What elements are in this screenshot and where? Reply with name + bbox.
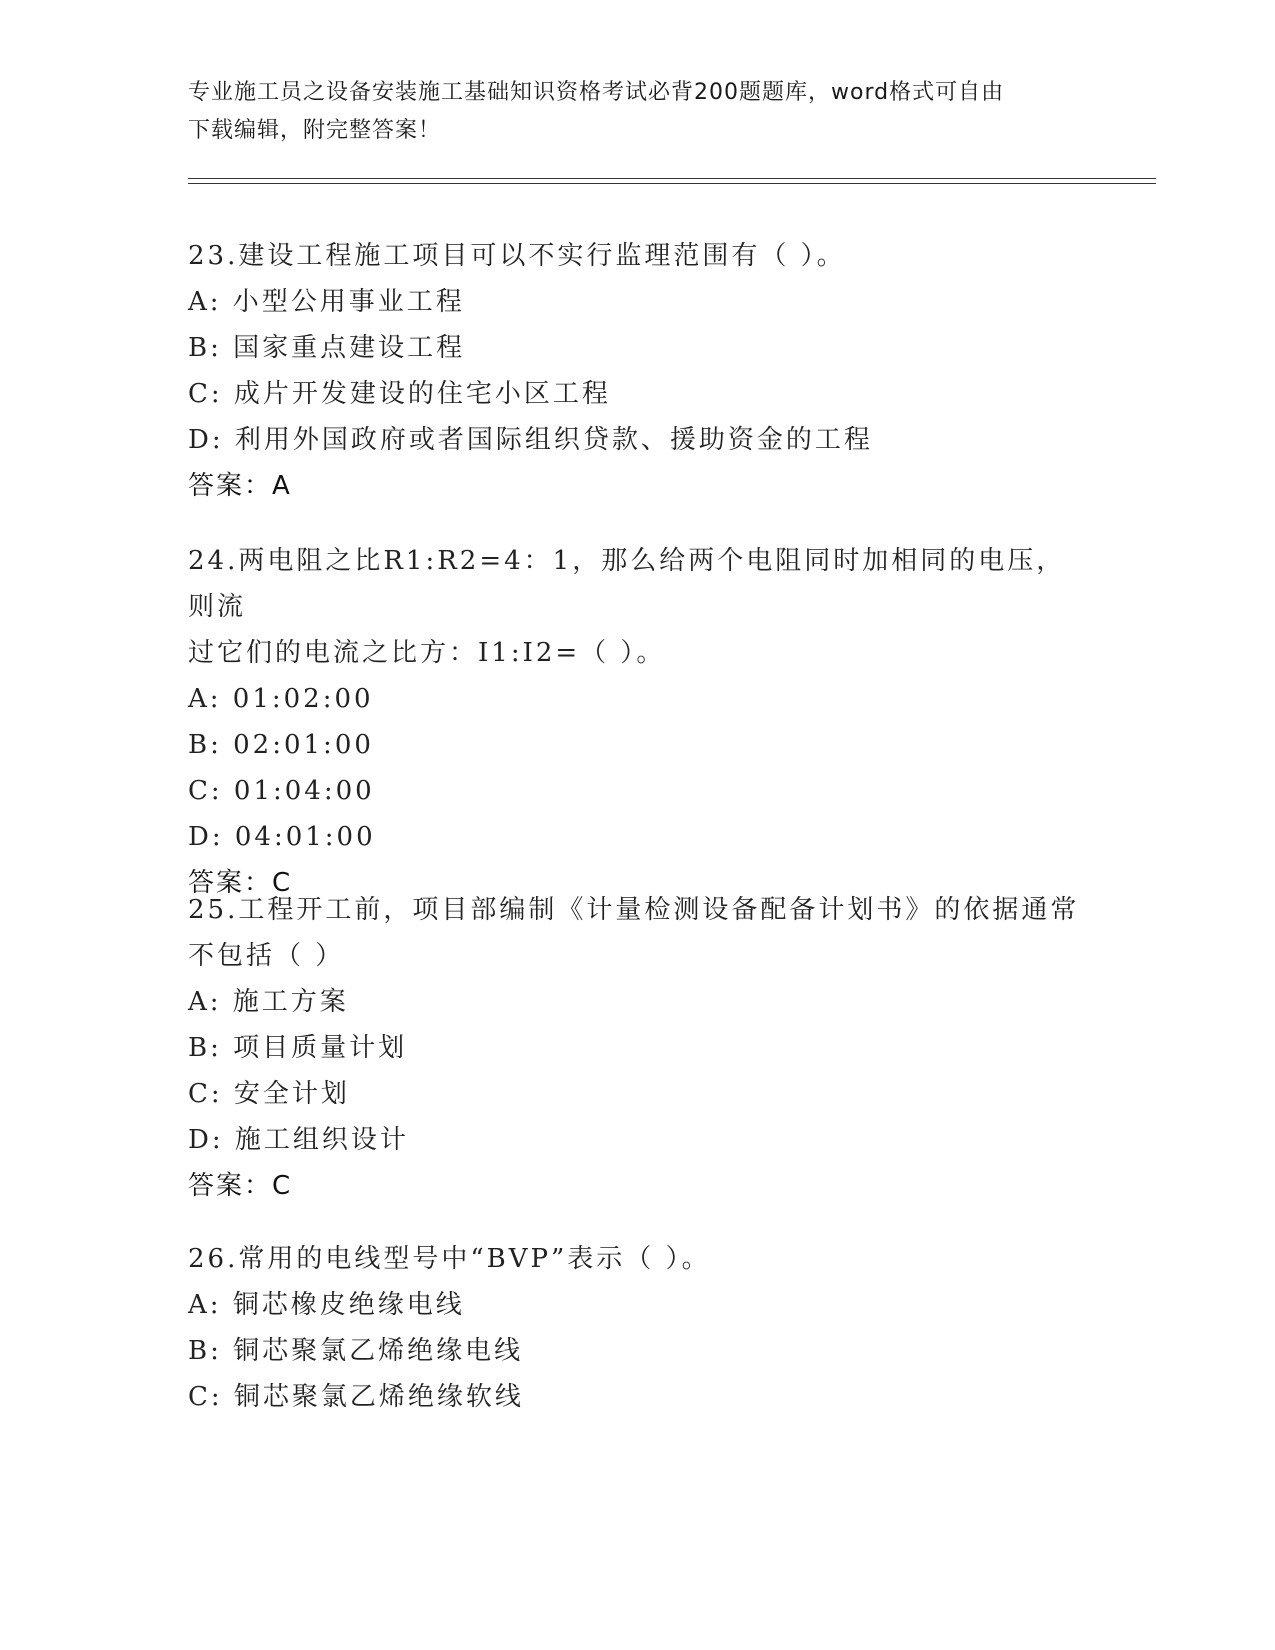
header-line-1: 专业施工员之设备安装施工基础知识资格考试必背200题题库，word格式可自由 [188, 80, 1005, 105]
option-d: D: 施工组织设计 [188, 1125, 409, 1155]
answer-label: 答案： [188, 1171, 273, 1201]
answer-value: A [272, 471, 292, 501]
question-25 [188, 887, 1088, 1209]
header-line-2: 下载编辑，附完整答案！ [188, 118, 442, 143]
option-b: B: 02:01:00 [188, 730, 374, 760]
answer [188, 1163, 1088, 1209]
question-23 [188, 233, 1088, 509]
question-24 [188, 538, 1088, 906]
option-b: B: 项目质量计划 [188, 1033, 408, 1063]
question-text: 23.建设工程施工项目可以不实行监理范围有（ ）。 [188, 241, 846, 271]
document-header [188, 74, 1068, 150]
option-a: A: 施工方案 [188, 987, 349, 1017]
option-d: D: 利用外国政府或者国际组织贷款、援助资金的工程 [188, 425, 873, 455]
option-c: C: 01:04:00 [188, 776, 375, 806]
answer-label: 答案： [188, 868, 273, 898]
question-text-line-2: 过它们的电流之比方：I1:I2=（ ）。 [188, 638, 666, 668]
question-text-line-1: 24.两电阻之比R1:R2=4：1，那么给两个电阻同时加相同的电压，则流 [188, 546, 1066, 622]
answer-label: 答案： [188, 471, 273, 501]
option-d: D: 04:01:00 [188, 822, 376, 852]
question-text: 26.常用的电线型号中“BVP”表示（ ）。 [188, 1244, 711, 1274]
option-b: B: 铜芯聚氯乙烯绝缘电线 [188, 1336, 524, 1366]
question-text-line-1: 25.工程开工前，项目部编制《计量检测设备配备计划书》的依据通常 [188, 895, 1080, 925]
option-c: C: 安全计划 [188, 1079, 350, 1109]
option-a: A: 小型公用事业工程 [188, 287, 465, 317]
option-a: A: 01:02:00 [188, 684, 374, 714]
header-divider-bottom [188, 183, 1156, 184]
option-a: A: 铜芯橡皮绝缘电线 [188, 1290, 465, 1320]
answer-value: C [272, 868, 293, 898]
question-text-line-2: 不包括（ ） [188, 941, 345, 971]
answer [188, 463, 1088, 509]
question-26 [188, 1236, 1088, 1420]
answer-value: C [272, 1171, 293, 1201]
header-divider-top [188, 178, 1156, 179]
option-b: B: 国家重点建设工程 [188, 333, 466, 363]
option-c: C: 成片开发建设的住宅小区工程 [188, 379, 611, 409]
option-c: C: 铜芯聚氯乙烯绝缘软线 [188, 1382, 524, 1412]
